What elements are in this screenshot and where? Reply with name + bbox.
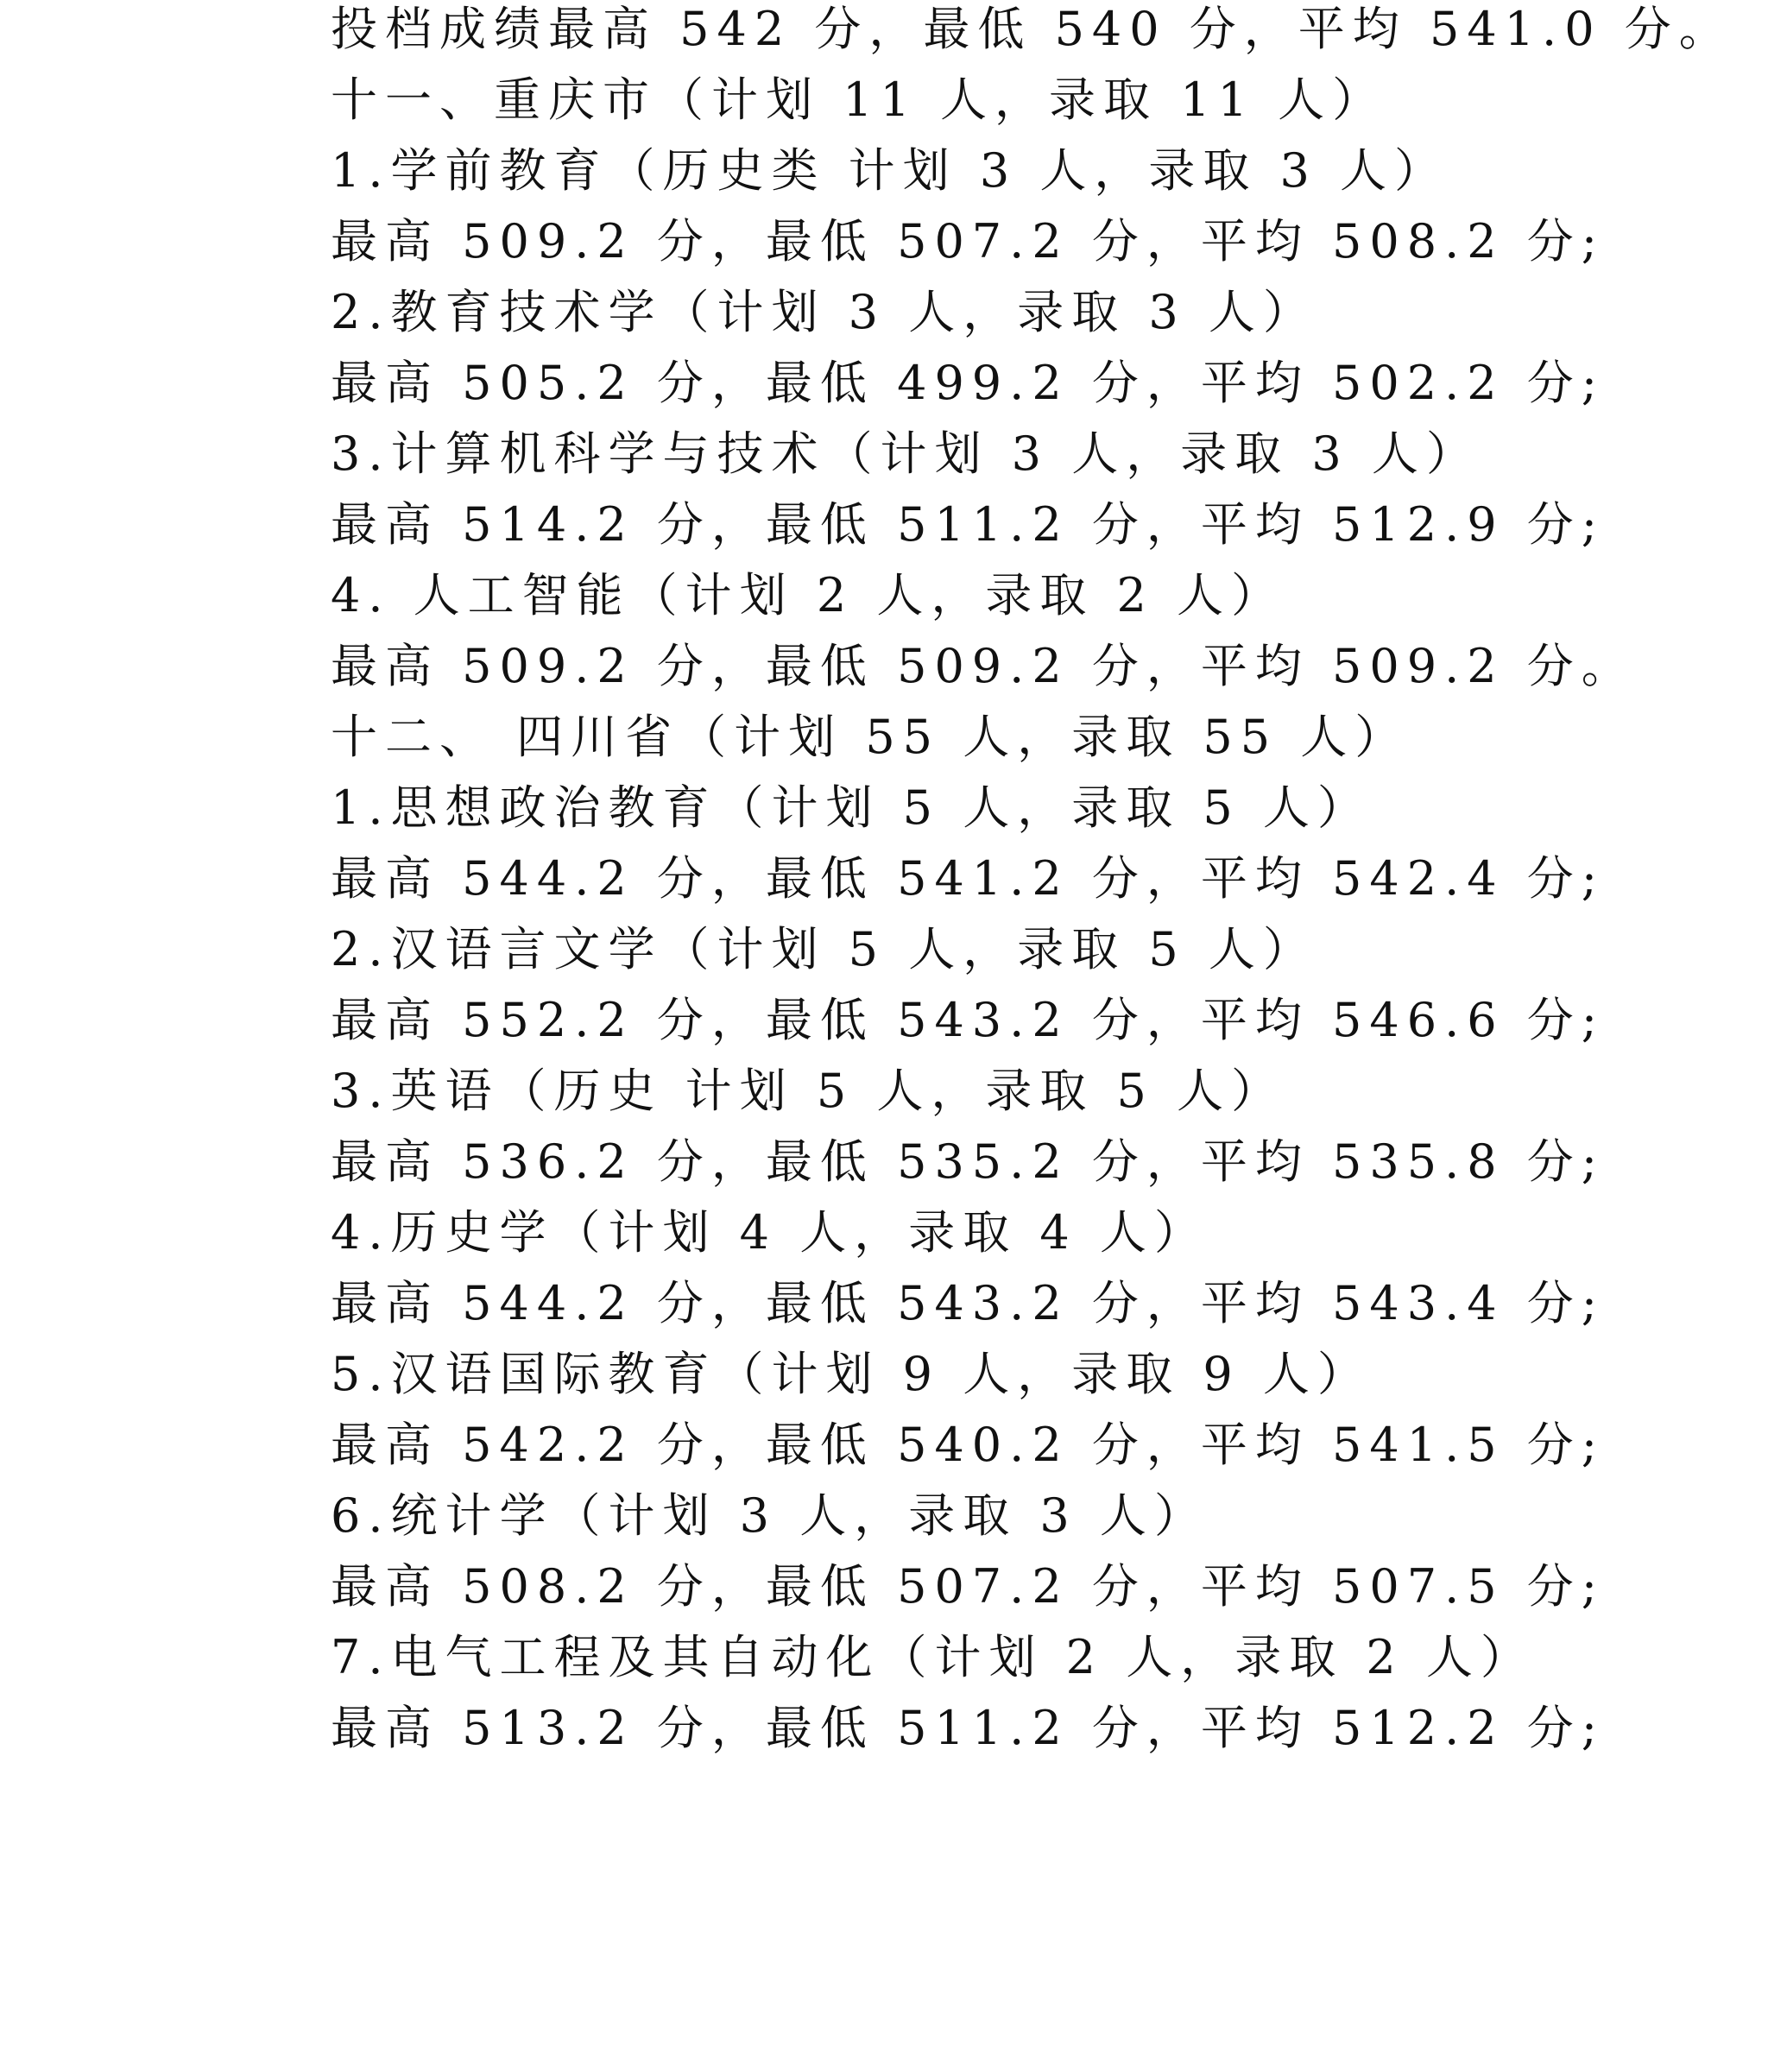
score-line-history: 最高 544.2 分，最低 543.2 分，平均 543.4 分; [331, 1276, 1605, 1330]
score-line-electrical-engineering: 最高 513.2 分，最低 511.2 分，平均 512.2 分; [331, 1701, 1605, 1755]
major-heading-history: 4.历史学（计划 4 人，录取 4 人） [331, 1205, 1209, 1260]
section-heading-sichuan: 十二、 四川省（计划 55 人，录取 55 人） [331, 710, 1410, 764]
major-heading-international-chinese-education: 5.汉语国际教育（计划 9 人，录取 9 人） [331, 1347, 1372, 1401]
major-heading-chinese-language-literature: 2.汉语言文学（计划 5 人，录取 5 人） [331, 922, 1317, 976]
major-heading-statistics: 6.统计学（计划 3 人，录取 3 人） [331, 1488, 1209, 1543]
score-line-artificial-intelligence: 最高 509.2 分，最低 509.2 分，平均 509.2 分。 [331, 639, 1636, 693]
score-line-preschool-education: 最高 509.2 分，最低 507.2 分，平均 508.2 分; [331, 214, 1605, 268]
score-line-ideological-political-education: 最高 544.2 分，最低 541.2 分，平均 542.4 分; [331, 851, 1605, 906]
major-heading-electrical-engineering: 7.电气工程及其自动化（计划 2 人，录取 2 人） [331, 1630, 1535, 1684]
section-heading-chongqing: 十一、重庆市（计划 11 人，录取 11 人） [331, 73, 1387, 127]
major-heading-preschool-education: 1.学前教育（历史类 计划 3 人，录取 3 人） [331, 143, 1449, 198]
score-line-computer-science: 最高 514.2 分，最低 511.2 分，平均 512.9 分; [331, 497, 1605, 552]
major-heading-artificial-intelligence: 4. 人工智能（计划 2 人，录取 2 人） [331, 568, 1286, 622]
score-line-chinese-language-literature: 最高 552.2 分，最低 543.2 分，平均 546.6 分; [331, 993, 1605, 1047]
major-heading-educational-technology: 2.教育技术学（计划 3 人，录取 3 人） [331, 285, 1317, 339]
score-line-international-chinese-education: 最高 542.2 分，最低 540.2 分，平均 541.5 分; [331, 1418, 1605, 1472]
score-line-statistics: 最高 508.2 分，最低 507.2 分，平均 507.5 分; [331, 1559, 1605, 1614]
major-heading-english: 3.英语（历史 计划 5 人，录取 5 人） [331, 1064, 1286, 1118]
major-heading-ideological-political-education: 1.思想政治教育（计划 5 人，录取 5 人） [331, 780, 1372, 835]
score-line-english: 最高 536.2 分，最低 535.2 分，平均 535.8 分; [331, 1134, 1605, 1189]
score-line-educational-technology: 最高 505.2 分，最低 499.2 分，平均 502.2 分; [331, 356, 1605, 410]
major-heading-computer-science: 3.计算机科学与技术（计划 3 人，录取 3 人） [331, 426, 1481, 481]
text-line-score-summary: 投档成绩最高 542 分，最低 540 分，平均 541.0 分。 [331, 2, 1733, 56]
document-page [331, 0, 1746, 1770]
